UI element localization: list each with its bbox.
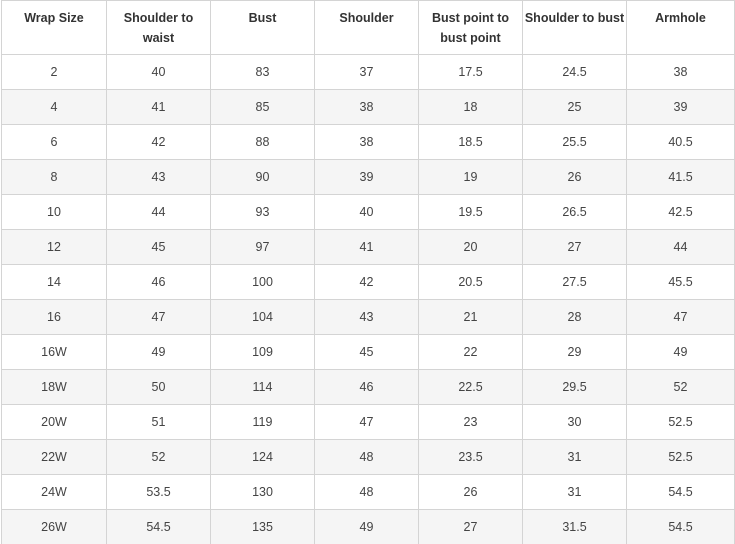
header-armhole: Armhole [627,1,735,55]
cell-bust-point-to-bust-point: 23 [419,405,523,440]
header-shoulder-to-waist: Shoulder to waist [107,1,211,55]
table-row [2,475,735,510]
cell-shoulder-to-waist: 43 [107,160,211,195]
cell-shoulder: 43 [315,300,419,335]
cell-bust-point-to-bust-point: 17.5 [419,55,523,90]
cell-bust-point-to-bust-point: 20 [419,230,523,265]
cell-shoulder: 37 [315,55,419,90]
cell-wrap-size: 2 [2,55,107,90]
cell-shoulder: 40 [315,195,419,230]
cell-shoulder-to-waist: 41 [107,90,211,125]
cell-shoulder-to-waist: 50 [107,370,211,405]
cell-bust-point-to-bust-point: 22 [419,335,523,370]
cell-shoulder: 45 [315,335,419,370]
cell-bust-point-to-bust-point: 22.5 [419,370,523,405]
cell-shoulder-to-bust: 31 [523,475,627,510]
cell-bust-point-to-bust-point: 18.5 [419,125,523,160]
cell-bust: 109 [211,335,315,370]
table-body [2,55,735,544]
cell-armhole: 41.5 [627,160,735,195]
cell-bust: 85 [211,90,315,125]
table-row [2,195,735,230]
cell-shoulder-to-waist: 54.5 [107,510,211,544]
cell-shoulder-to-bust: 31.5 [523,510,627,544]
cell-shoulder: 47 [315,405,419,440]
cell-armhole: 54.5 [627,510,735,544]
cell-shoulder-to-bust: 26 [523,160,627,195]
cell-shoulder: 41 [315,230,419,265]
table-row [2,370,735,405]
table-row [2,335,735,370]
cell-bust-point-to-bust-point: 19.5 [419,195,523,230]
cell-armhole: 42.5 [627,195,735,230]
cell-armhole: 49 [627,335,735,370]
header-shoulder: Shoulder [315,1,419,55]
cell-armhole: 54.5 [627,475,735,510]
table-row [2,55,735,90]
cell-bust: 100 [211,265,315,300]
cell-shoulder-to-bust: 25.5 [523,125,627,160]
cell-shoulder-to-bust: 29 [523,335,627,370]
cell-wrap-size: 10 [2,195,107,230]
cell-bust: 88 [211,125,315,160]
cell-bust: 135 [211,510,315,544]
table-row [2,300,735,335]
cell-armhole: 39 [627,90,735,125]
table-row [2,160,735,195]
cell-wrap-size: 20W [2,405,107,440]
cell-bust: 93 [211,195,315,230]
cell-wrap-size: 22W [2,440,107,475]
cell-shoulder-to-bust: 27.5 [523,265,627,300]
cell-bust-point-to-bust-point: 21 [419,300,523,335]
cell-wrap-size: 16W [2,335,107,370]
cell-wrap-size: 14 [2,265,107,300]
cell-armhole: 44 [627,230,735,265]
cell-shoulder-to-waist: 51 [107,405,211,440]
header-bust-point-to-bust-point: Bust point to bust point [419,1,523,55]
cell-shoulder-to-bust: 29.5 [523,370,627,405]
cell-wrap-size: 18W [2,370,107,405]
cell-wrap-size: 4 [2,90,107,125]
cell-shoulder-to-bust: 28 [523,300,627,335]
cell-shoulder: 48 [315,475,419,510]
cell-armhole: 52.5 [627,405,735,440]
cell-armhole: 52.5 [627,440,735,475]
cell-armhole: 47 [627,300,735,335]
cell-wrap-size: 26W [2,510,107,544]
cell-bust: 83 [211,55,315,90]
cell-shoulder-to-waist: 44 [107,195,211,230]
cell-bust-point-to-bust-point: 19 [419,160,523,195]
cell-shoulder-to-waist: 49 [107,335,211,370]
cell-shoulder-to-waist: 46 [107,265,211,300]
header-wrap-size: Wrap Size [2,1,107,55]
cell-shoulder-to-bust: 26.5 [523,195,627,230]
cell-shoulder: 39 [315,160,419,195]
table-row [2,90,735,125]
table-row [2,405,735,440]
cell-bust: 114 [211,370,315,405]
cell-wrap-size: 8 [2,160,107,195]
cell-shoulder-to-bust: 31 [523,440,627,475]
cell-shoulder-to-bust: 27 [523,230,627,265]
cell-shoulder-to-bust: 30 [523,405,627,440]
table-header [2,1,735,55]
cell-bust: 124 [211,440,315,475]
cell-bust: 119 [211,405,315,440]
table-row [2,230,735,265]
cell-bust: 130 [211,475,315,510]
cell-shoulder-to-bust: 25 [523,90,627,125]
cell-shoulder: 42 [315,265,419,300]
table-row [2,265,735,300]
cell-bust-point-to-bust-point: 26 [419,475,523,510]
cell-shoulder: 38 [315,125,419,160]
cell-shoulder-to-waist: 40 [107,55,211,90]
header-shoulder-to-bust: Shoulder to bust [523,1,627,55]
cell-bust-point-to-bust-point: 18 [419,90,523,125]
table-row [2,125,735,160]
size-chart-table [1,0,735,544]
cell-wrap-size: 12 [2,230,107,265]
header-row [2,1,735,55]
cell-armhole: 45.5 [627,265,735,300]
cell-bust-point-to-bust-point: 27 [419,510,523,544]
cell-wrap-size: 6 [2,125,107,160]
cell-bust: 90 [211,160,315,195]
cell-shoulder-to-waist: 53.5 [107,475,211,510]
cell-bust: 97 [211,230,315,265]
cell-wrap-size: 24W [2,475,107,510]
table-row [2,440,735,475]
cell-shoulder-to-waist: 47 [107,300,211,335]
cell-wrap-size: 16 [2,300,107,335]
cell-armhole: 52 [627,370,735,405]
cell-bust: 104 [211,300,315,335]
cell-shoulder: 38 [315,90,419,125]
cell-shoulder-to-bust: 24.5 [523,55,627,90]
table-row [2,510,735,544]
cell-shoulder: 48 [315,440,419,475]
cell-shoulder: 46 [315,370,419,405]
header-bust: Bust [211,1,315,55]
cell-bust-point-to-bust-point: 20.5 [419,265,523,300]
cell-shoulder-to-waist: 52 [107,440,211,475]
cell-armhole: 40.5 [627,125,735,160]
cell-shoulder-to-waist: 42 [107,125,211,160]
cell-shoulder-to-waist: 45 [107,230,211,265]
cell-bust-point-to-bust-point: 23.5 [419,440,523,475]
cell-shoulder: 49 [315,510,419,544]
cell-armhole: 38 [627,55,735,90]
